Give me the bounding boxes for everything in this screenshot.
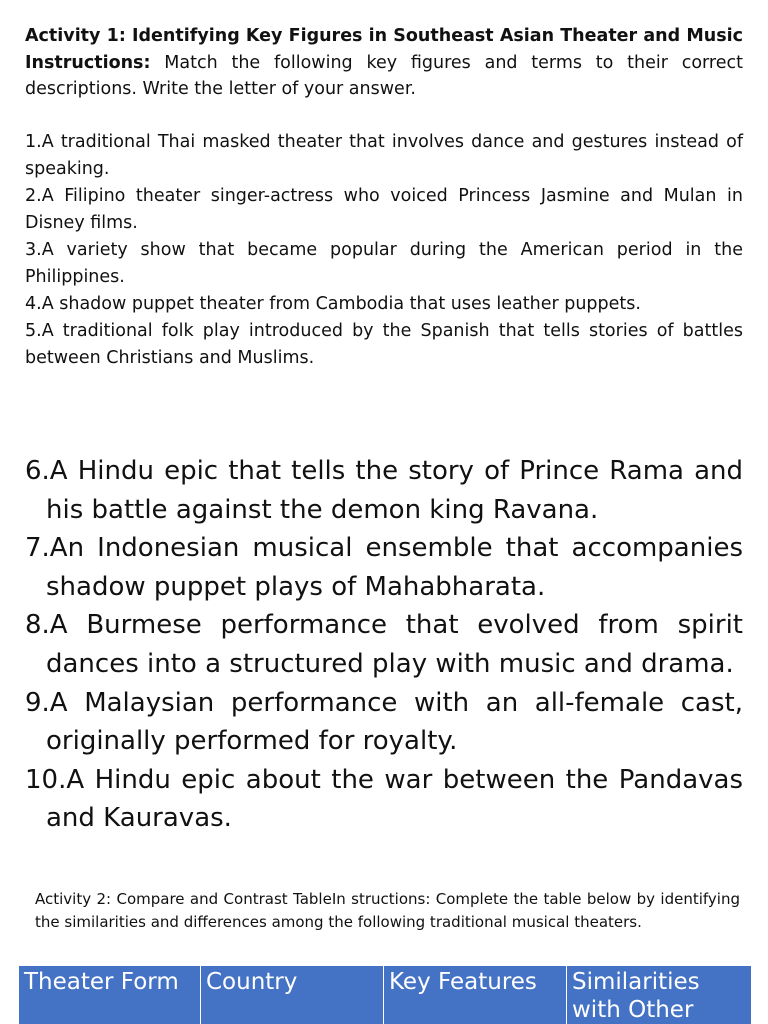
list-item: 7.An Indonesian musical ensemble that accompanies shadow puppet plays of Mahabharata. xyxy=(25,533,743,602)
list-item: 5.A traditional folk play introduced by the Spanish that tells stories of battles between Christians and Muslims. xyxy=(25,321,743,368)
list-item: 1.A traditional Thai masked theater that involves dance and gestures instead of speaking. xyxy=(25,132,743,179)
list-item: 8.A Burmese performance that evolved from spirit dances into a structured play with music and drama. xyxy=(25,610,743,679)
list-item: 9.A Malaysian performance with an all-female cast, originally performed for royalty. xyxy=(25,687,743,757)
matching-items-list-large xyxy=(25,452,743,838)
list-item: 4.A shadow puppet theater from Cambodia that uses leather puppets. xyxy=(25,294,641,314)
header-theater-form: Theater Form xyxy=(19,966,201,1024)
header-key-features: Key Features xyxy=(384,966,567,1024)
table-header-row xyxy=(19,966,752,1024)
compare-table xyxy=(18,966,751,1024)
list-item: 10.A Hindu epic about the war between the Pandavas and Kauravas. xyxy=(25,764,743,834)
instructions-text: Match the following key figures and terms to their correct descriptions. Write the letter of your answer. xyxy=(25,52,743,99)
header-country: Country xyxy=(201,966,384,1024)
matching-items-list xyxy=(25,129,743,372)
list-item: 3.A variety show that became popular during the American period in the Philippines. xyxy=(25,240,743,287)
list-item: 6.A Hindu epic that tells the story of Prince Rama and his battle against the demon king Ravana. xyxy=(25,456,743,525)
activity1-header xyxy=(25,23,743,103)
activity2-instructions: Activity 2: Compare and Contrast TableIn structions: Complete the table below by identifying the similarities and differences among the following traditional musical theaters. xyxy=(35,890,740,931)
activity1-heading: Activity 1: Identifying Key Figures in Southeast Asian Theater and Music xyxy=(25,26,743,46)
instructions-label: Instructions: xyxy=(25,52,151,73)
header-similarities: Similarities with Other xyxy=(567,966,752,1024)
list-item: 2.A Filipino theater singer-actress who voiced Princess Jasmine and Mulan in Disney films. xyxy=(25,186,743,233)
